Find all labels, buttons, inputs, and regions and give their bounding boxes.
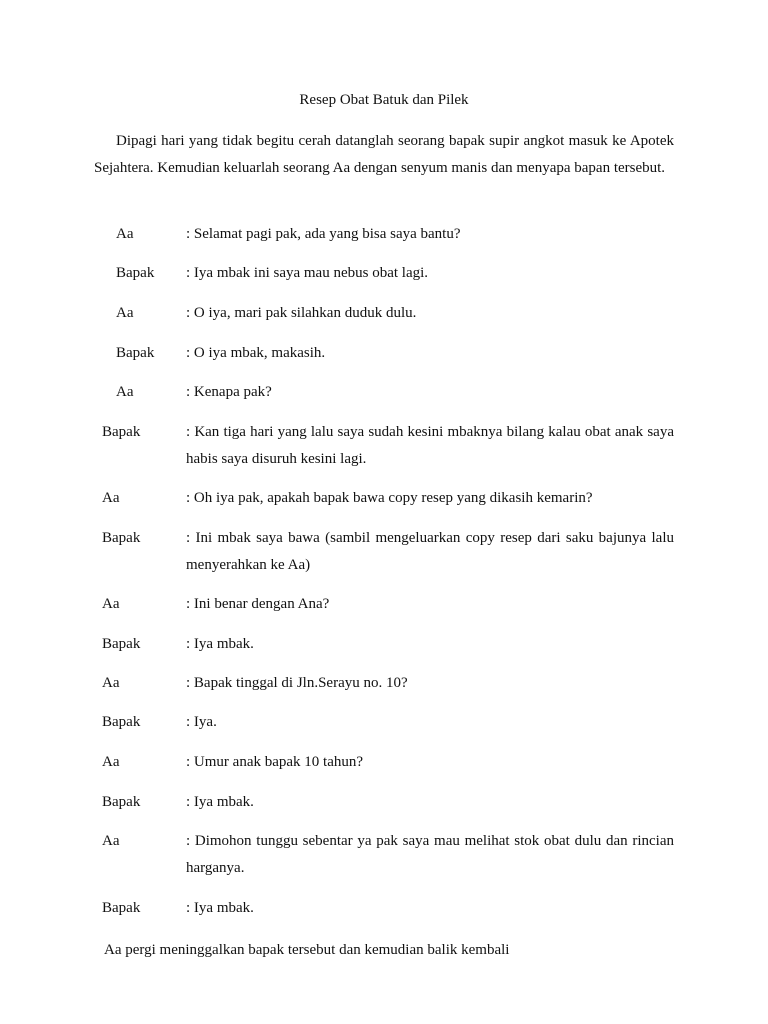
speaker-label: Aa [102,490,120,506]
speaker-label: Aa [102,675,120,691]
speech-text: : Iya mbak ini saya mau nebus obat lagi. [186,265,429,281]
intro-paragraph: Dipagi hari yang tidak begitu cerah datanglah seorang bapak supir angkot masuk ke Apotek Sejahtera. Kemudian keluarlah seorang Aa dengan senyum manis dan menyapa bapan tersebut. [94,133,674,176]
speech-text: : O iya mbak, makasih. [186,345,326,361]
speech-text: : Selamat pagi pak, ada yang bisa saya bantu? [186,226,461,242]
speech-text: : Iya mbak. [186,900,254,916]
document-title: Resep Obat Batuk dan Pilek [299,92,469,108]
closing-paragraph: Aa pergi meninggalkan bapak tersebut dan kemudian balik kembali [104,942,510,958]
speaker-label: Bapak [116,345,155,361]
speaker-label: Bapak [116,265,155,281]
speaker-label: Aa [116,384,134,400]
speaker-label: Bapak [102,714,141,730]
speaker-label: Bapak [102,530,141,546]
speaker-label: Bapak [102,794,141,810]
speech-text: : Umur anak bapak 10 tahun? [186,754,364,770]
speaker-label: Aa [116,305,134,321]
speaker-label: Aa [102,833,120,849]
speech-text: : Bapak tinggal di Jln.Serayu no. 10? [186,675,408,691]
speaker-label: Bapak [102,900,141,916]
speech-text: : Kan tiga hari yang lalu saya sudah kesini mbaknya bilang kalau obat anak saya habis saya disuruh kesini lagi. [186,424,674,467]
speaker-label: Bapak [102,424,141,440]
speech-text: : Oh iya pak, apakah bapak bawa copy resep yang dikasih kemarin? [186,490,593,506]
speech-text: : Kenapa pak? [186,384,272,400]
speaker-label: Bapak [102,636,141,652]
speaker-label: Aa [102,596,120,612]
speech-text: : Ini mbak saya bawa (sambil mengeluarkan copy resep dari saku bajunya lalu menyerahkan ke Aa) [186,530,674,573]
speaker-label: Aa [102,754,120,770]
speech-text: : Dimohon tunggu sebentar ya pak saya mau melihat stok obat dulu dan rincian harganya. [186,833,674,876]
speech-text: : O iya, mari pak silahkan duduk dulu. [186,305,417,321]
speech-text: : Ini benar dengan Ana? [186,596,330,612]
speech-text: : Iya mbak. [186,794,254,810]
speech-text: : Iya mbak. [186,636,254,652]
speech-text: : Iya. [186,714,217,730]
speaker-label: Aa [116,226,134,242]
